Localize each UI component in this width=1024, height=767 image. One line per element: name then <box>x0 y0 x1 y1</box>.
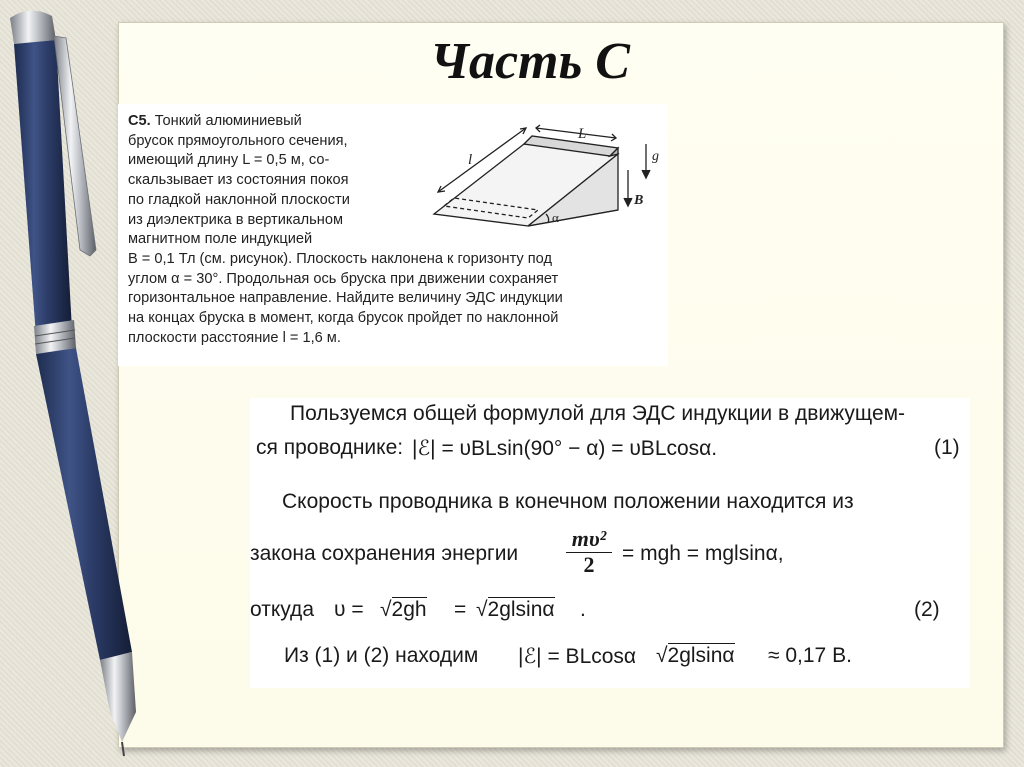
problem-line-6: магнитном поле индукцией <box>128 231 313 248</box>
velocity-symbol: υ = <box>334 598 364 621</box>
problem-line-3: скальзывает из состояния покоя <box>128 172 349 189</box>
sqrt-2glsin: √2glsinα <box>476 598 555 621</box>
solution-line-2-text: ся проводнике: <box>256 436 404 459</box>
final-sqrt-arg: 2glsinα <box>667 644 735 667</box>
fraction-numerator: mυ² <box>566 526 612 553</box>
solution-line-3: Скорость проводника в конечном положении находится из <box>282 490 854 513</box>
problem-line-5: из диэлектрика в вертикальном <box>128 211 343 228</box>
problem-line-10: на концах бруска в момент, когда брусок пройдет по наклонной <box>128 310 559 327</box>
label-B: B <box>634 193 644 208</box>
problem-label: С5. <box>128 113 151 129</box>
solution-line-1: Пользуемся общей формулой для ЭДС индукции в движущем- <box>290 402 906 425</box>
fraction-denominator: 2 <box>583 552 595 577</box>
equation-number-1: (1) <box>934 436 960 459</box>
inclined-plane-diagram <box>428 124 668 254</box>
label-alpha: α <box>552 210 559 225</box>
label-L: L <box>578 126 587 142</box>
problem-line-2: имеющий длину L = 0,5 м, со- <box>128 152 330 169</box>
problem-line-9: горизонтальное направление. Найдите величину ЭДС индукции <box>128 290 563 307</box>
sqrt-2glsin-arg: 2glsinα <box>487 598 555 621</box>
page-title: Часть С <box>430 33 630 90</box>
problem-line-0: Тонкий алюминиевый <box>154 113 302 129</box>
label-g: g <box>652 149 659 164</box>
solution-line-4-text: закона сохранения энергии <box>250 542 519 565</box>
energy-formula: = mgh = mglsinα, <box>622 542 784 565</box>
problem-line-8: углом α = 30°. Продольная ось бруска при движении сохраняет <box>128 270 559 287</box>
problem-line-1: брусок прямоугольного сечения, <box>128 132 348 149</box>
final-formula: |ℰ| = BLcosα <box>518 645 637 668</box>
solution-line-5-text: откуда <box>250 598 314 621</box>
solution-line-6-text: Из (1) и (2) находим <box>284 644 479 667</box>
sqrt-2gh: √2gh <box>380 598 427 621</box>
equals-sign: = <box>454 598 467 621</box>
final-result: ≈ 0,17 В. <box>768 644 852 667</box>
problem-line-11: плоскости расстояние l = 1,6 м. <box>128 329 341 346</box>
energy-fraction <box>566 526 612 577</box>
problem-line-4: по гладкой наклонной плоскости <box>128 191 350 208</box>
period: . <box>580 598 586 621</box>
problem-line-7: B = 0,1 Тл (см. рисунок). Плоскость наклонена к горизонту под <box>128 250 552 267</box>
final-sqrt: √2glsinα <box>656 644 735 667</box>
sqrt-2gh-arg: 2gh <box>391 598 427 621</box>
equation-number-2: (2) <box>914 598 940 621</box>
length-dim <box>536 128 616 138</box>
label-l: l <box>468 152 473 168</box>
pen-illustration <box>0 0 150 767</box>
solution-formula-1: |ℰ| = υBLsin(90° − α) = υBLcosα. <box>412 437 718 460</box>
